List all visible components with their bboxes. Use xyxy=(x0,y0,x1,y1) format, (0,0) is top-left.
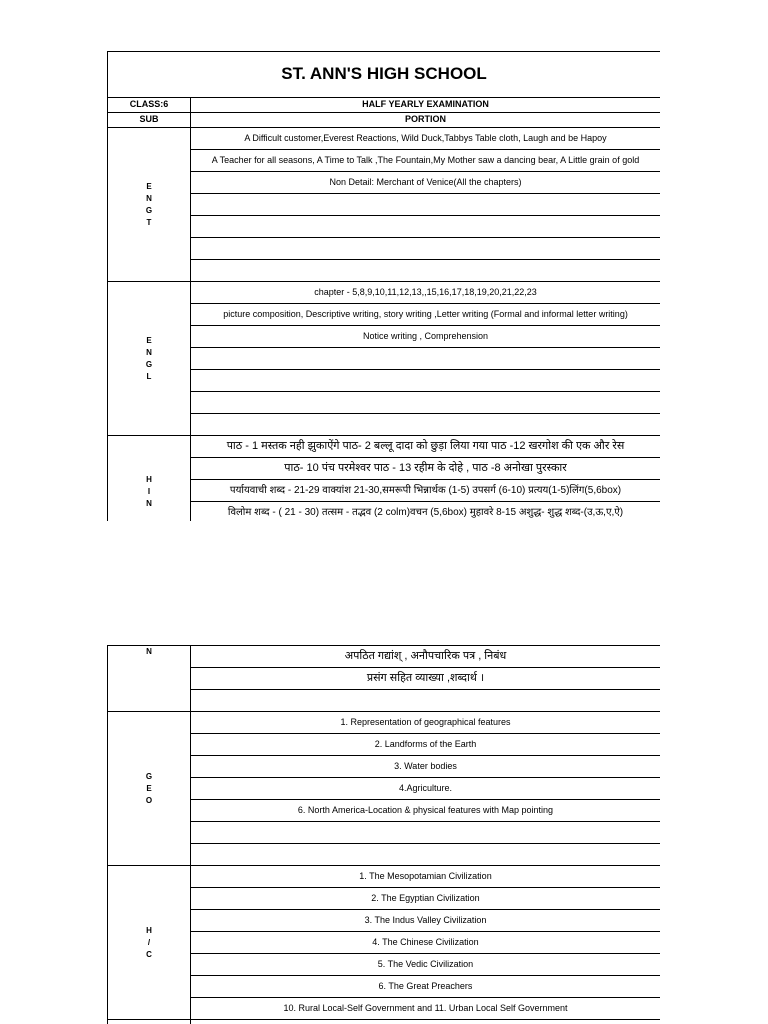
subject-letter: N xyxy=(146,193,152,203)
subject-letter: E xyxy=(146,783,152,793)
portion-cell: 5. The Vedic Civilization xyxy=(191,954,661,976)
subject-letter: H xyxy=(146,925,152,935)
subject-letter: G xyxy=(145,205,153,215)
subject-hc xyxy=(108,866,191,1020)
empty-cell xyxy=(191,194,661,216)
subject-letter: C xyxy=(146,949,152,959)
portion-cell: 3. Water bodies xyxy=(191,756,661,778)
subject-letter: L xyxy=(146,371,152,381)
portion-cell: 6. North America-Location & physical features with Map pointing xyxy=(191,800,661,822)
report-sheet-top xyxy=(107,51,660,521)
subject-letter: N xyxy=(146,499,152,508)
school-title: ST. ANN'S HIGH SCHOOL xyxy=(108,52,661,98)
subject-letter: G xyxy=(145,771,153,781)
subject-engt xyxy=(108,128,191,282)
class-label: CLASS:6 xyxy=(108,98,191,113)
subject-letter: N xyxy=(146,647,152,656)
portion-cell: 2. The Egyptian Civilization xyxy=(191,888,661,910)
empty-cell xyxy=(191,392,661,414)
subject-letter: G xyxy=(145,359,153,369)
portion-cell: 3. The Indus Valley Civilization xyxy=(191,910,661,932)
subject-letter: O xyxy=(145,795,153,805)
portion-cell: A Teacher for all seasons, A Time to Talk ,The Fountain,My Mother saw a dancing bear, A Little grain of gold xyxy=(191,150,661,172)
subject-engl xyxy=(108,282,191,436)
subject-hin-cont xyxy=(108,646,191,712)
empty-cell xyxy=(191,216,661,238)
empty-cell xyxy=(191,1020,661,1024)
portion-cell: विलोम शब्द - ( 21 - 30) तत्सम - तद्भव (2 colm)वचन (5,6box) मुहावरे 8-15 अशुद्ध- शुद्ध शब्द-(उ,ऊ,ए,ऐ) xyxy=(191,502,661,522)
portion-cell: Non Detail: Merchant of Venice(All the chapters) xyxy=(191,172,661,194)
empty-cell xyxy=(191,690,661,712)
empty-cell xyxy=(108,1020,191,1024)
empty-cell xyxy=(191,414,661,436)
report-sheet-bottom xyxy=(107,645,660,1024)
empty-cell xyxy=(191,348,661,370)
portion-cell: अपठित गद्यांश् , अनौपचारिक पत्र , निबंध xyxy=(191,646,661,668)
subject-hin xyxy=(108,436,191,522)
sub-header: SUB xyxy=(108,113,191,128)
subject-geo xyxy=(108,712,191,866)
subject-letter: T xyxy=(146,217,152,227)
portion-header: PORTION xyxy=(191,113,661,128)
portion-cell: 2. Landforms of the Earth xyxy=(191,734,661,756)
portion-cell: 10. Rural Local-Self Government and 11. Urban Local Self Government xyxy=(191,998,661,1020)
portion-table-top xyxy=(107,51,660,521)
empty-cell xyxy=(191,238,661,260)
subject-letter: H xyxy=(146,475,152,484)
portion-cell: 1. The Mesopotamian Civilization xyxy=(191,866,661,888)
exam-title: HALF YEARLY EXAMINATION xyxy=(191,98,661,113)
portion-cell: पाठ - 1 मस्तक नही झुकाऐंगे पाठ- 2 बल्लू दादा को छुड़ा लिया गया पाठ -12 खरगोश की एक और रेस xyxy=(191,436,661,458)
portion-cell: पाठ- 10 पंच परमेश्वर पाठ - 13 रहीम के दोहे , पाठ -8 अनोखा पुरस्कार xyxy=(191,458,661,480)
portion-cell: picture composition, Descriptive writing, story writing ,Letter writing (Formal and informal letter writing) xyxy=(191,304,661,326)
subject-letter: / xyxy=(147,937,151,947)
portion-cell: chapter - 5,8,9,10,11,12,13,,15,16,17,18,19,20,21,22,23 xyxy=(191,282,661,304)
empty-cell xyxy=(191,260,661,282)
portion-cell: 6. The Great Preachers xyxy=(191,976,661,998)
portion-cell: 4.Agriculture. xyxy=(191,778,661,800)
empty-cell xyxy=(191,822,661,844)
portion-cell: Notice writing , Comprehension xyxy=(191,326,661,348)
subject-letter: E xyxy=(146,181,152,191)
empty-cell xyxy=(191,370,661,392)
subject-letter: I xyxy=(147,487,151,496)
portion-cell: A Difficult customer,Everest Reactions, Wild Duck,Tabbys Table cloth, Laugh and be Hapoy xyxy=(191,128,661,150)
subject-letter: N xyxy=(146,347,152,357)
portion-cell: प्रसंग सहित व्याख्या ,शब्दार्थ । xyxy=(191,668,661,690)
subject-letter: E xyxy=(146,335,152,345)
portion-cell: 1. Representation of geographical features xyxy=(191,712,661,734)
portion-cell: 4. The Chinese Civilization xyxy=(191,932,661,954)
portion-table-bottom xyxy=(107,645,660,1024)
portion-cell: पर्यायवाची शब्द - 21-29 वाक्यांश 21-30,समरूपी भिन्नार्थक (1-5) उपसर्ग (6-10) प्रत्यय(1-5)लिंग(5,6box) xyxy=(191,480,661,502)
empty-cell xyxy=(191,844,661,866)
